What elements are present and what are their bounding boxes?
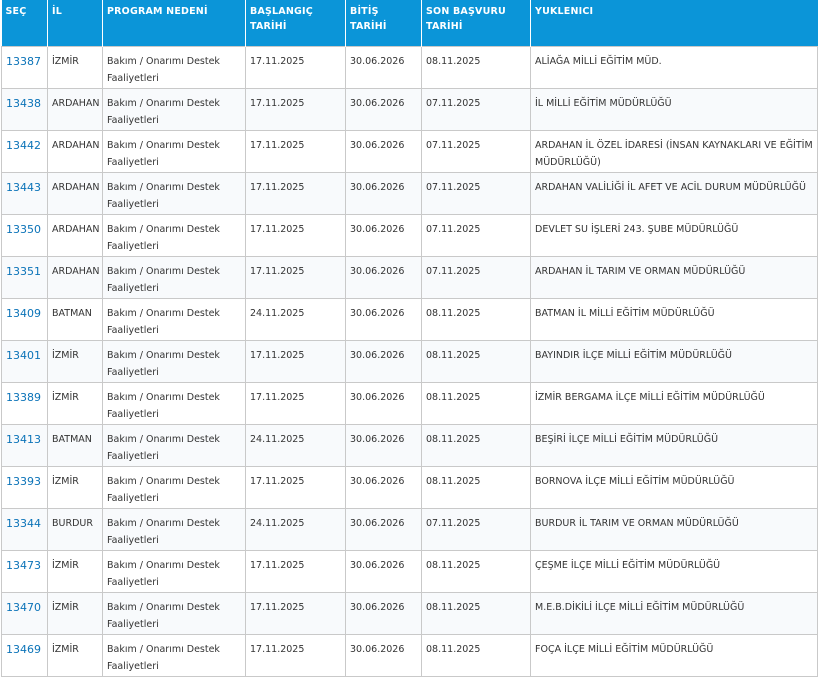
select-record-link[interactable]: 13344 <box>6 516 41 530</box>
cell-yuklenici: BURDUR İL TARIM VE ORMAN MÜDÜRLÜĞÜ <box>531 508 818 550</box>
select-record-link[interactable]: 13470 <box>6 600 41 614</box>
cell-baslangic-tarihi: 17.11.2025 <box>246 382 346 424</box>
cell-program-nedeni: Bakım / Onarımı Destek Faaliyetleri <box>103 592 246 634</box>
cell-son-basvuru-tarihi: 07.11.2025 <box>422 508 531 550</box>
cell-bitis-tarihi: 30.06.2026 <box>346 466 422 508</box>
cell-sec <box>2 634 48 676</box>
cell-baslangic-tarihi: 17.11.2025 <box>246 592 346 634</box>
cell-sec <box>2 424 48 466</box>
select-record-link[interactable]: 13469 <box>6 642 41 656</box>
cell-baslangic-tarihi: 17.11.2025 <box>246 466 346 508</box>
select-record-link[interactable]: 13389 <box>6 390 41 404</box>
select-record-link[interactable]: 13401 <box>6 348 41 362</box>
cell-bitis-tarihi: 30.06.2026 <box>346 634 422 676</box>
cell-program-nedeni: Bakım / Onarımı Destek Faaliyetleri <box>103 634 246 676</box>
cell-son-basvuru-tarihi: 07.11.2025 <box>422 88 531 130</box>
cell-yuklenici: İZMİR BERGAMA İLÇE MİLLİ EĞİTİM MÜDÜRLÜĞÜ <box>531 382 818 424</box>
cell-baslangic-tarihi: 17.11.2025 <box>246 46 346 88</box>
cell-program-nedeni: Bakım / Onarımı Destek Faaliyetleri <box>103 46 246 88</box>
cell-il: ARDAHAN <box>48 88 103 130</box>
cell-il: ARDAHAN <box>48 214 103 256</box>
cell-il: İZMİR <box>48 382 103 424</box>
cell-program-nedeni: Bakım / Onarımı Destek Faaliyetleri <box>103 424 246 466</box>
cell-program-nedeni: Bakım / Onarımı Destek Faaliyetleri <box>103 88 246 130</box>
cell-yuklenici: M.E.B.DİKİLİ İLÇE MİLLİ EĞİTİM MÜDÜRLÜĞÜ <box>531 592 818 634</box>
table-row <box>2 172 818 214</box>
cell-son-basvuru-tarihi: 07.11.2025 <box>422 214 531 256</box>
cell-il: İZMİR <box>48 340 103 382</box>
cell-bitis-tarihi: 30.06.2026 <box>346 424 422 466</box>
cell-sec <box>2 466 48 508</box>
column-header-baslangic-tarihi[interactable]: BAŞLANGIÇ TARİHİ <box>246 0 346 46</box>
cell-baslangic-tarihi: 24.11.2025 <box>246 298 346 340</box>
cell-program-nedeni: Bakım / Onarımı Destek Faaliyetleri <box>103 130 246 172</box>
cell-program-nedeni: Bakım / Onarımı Destek Faaliyetleri <box>103 466 246 508</box>
cell-son-basvuru-tarihi: 07.11.2025 <box>422 130 531 172</box>
table-row <box>2 634 818 676</box>
cell-il: BATMAN <box>48 424 103 466</box>
cell-sec <box>2 46 48 88</box>
table-row <box>2 466 818 508</box>
select-record-link[interactable]: 13350 <box>6 222 41 236</box>
cell-son-basvuru-tarihi: 08.11.2025 <box>422 634 531 676</box>
table-row <box>2 382 818 424</box>
cell-yuklenici: BORNOVA İLÇE MİLLİ EĞİTİM MÜDÜRLÜĞÜ <box>531 466 818 508</box>
cell-il: ARDAHAN <box>48 130 103 172</box>
column-header-bitis-tarihi[interactable]: BİTİŞ TARİHİ <box>346 0 422 46</box>
cell-baslangic-tarihi: 17.11.2025 <box>246 214 346 256</box>
table-row <box>2 550 818 592</box>
cell-bitis-tarihi: 30.06.2026 <box>346 130 422 172</box>
header-row <box>2 0 818 46</box>
select-record-link[interactable]: 13443 <box>6 180 41 194</box>
table-row <box>2 340 818 382</box>
cell-program-nedeni: Bakım / Onarımı Destek Faaliyetleri <box>103 256 246 298</box>
cell-sec <box>2 508 48 550</box>
cell-sec <box>2 592 48 634</box>
cell-bitis-tarihi: 30.06.2026 <box>346 592 422 634</box>
cell-program-nedeni: Bakım / Onarımı Destek Faaliyetleri <box>103 550 246 592</box>
cell-il: ARDAHAN <box>48 256 103 298</box>
cell-baslangic-tarihi: 17.11.2025 <box>246 130 346 172</box>
cell-yuklenici: ARDAHAN İL ÖZEL İDARESİ (İNSAN KAYNAKLARI VE EĞİTİM MÜDÜRLÜĞÜ) <box>531 130 818 172</box>
cell-baslangic-tarihi: 17.11.2025 <box>246 634 346 676</box>
cell-bitis-tarihi: 30.06.2026 <box>346 550 422 592</box>
select-record-link[interactable]: 13442 <box>6 138 41 152</box>
cell-son-basvuru-tarihi: 08.11.2025 <box>422 550 531 592</box>
cell-program-nedeni: Bakım / Onarımı Destek Faaliyetleri <box>103 172 246 214</box>
cell-program-nedeni: Bakım / Onarımı Destek Faaliyetleri <box>103 214 246 256</box>
cell-il: İZMİR <box>48 634 103 676</box>
cell-baslangic-tarihi: 24.11.2025 <box>246 424 346 466</box>
select-record-link[interactable]: 13387 <box>6 54 41 68</box>
cell-program-nedeni: Bakım / Onarımı Destek Faaliyetleri <box>103 382 246 424</box>
cell-il: ARDAHAN <box>48 172 103 214</box>
program-table <box>1 0 818 677</box>
cell-yuklenici: İL MİLLİ EĞİTİM MÜDÜRLÜĞÜ <box>531 88 818 130</box>
select-record-link[interactable]: 13473 <box>6 558 41 572</box>
cell-sec <box>2 130 48 172</box>
column-header-son-basvuru-tarihi[interactable]: SON BAŞVURU TARİHİ <box>422 0 531 46</box>
cell-son-basvuru-tarihi: 08.11.2025 <box>422 298 531 340</box>
cell-baslangic-tarihi: 17.11.2025 <box>246 172 346 214</box>
cell-son-basvuru-tarihi: 07.11.2025 <box>422 256 531 298</box>
cell-sec <box>2 88 48 130</box>
cell-il: İZMİR <box>48 550 103 592</box>
select-record-link[interactable]: 13438 <box>6 96 41 110</box>
table-header <box>2 0 818 46</box>
cell-il: BURDUR <box>48 508 103 550</box>
cell-son-basvuru-tarihi: 08.11.2025 <box>422 382 531 424</box>
table-row <box>2 88 818 130</box>
select-record-link[interactable]: 13409 <box>6 306 41 320</box>
cell-baslangic-tarihi: 17.11.2025 <box>246 256 346 298</box>
cell-sec <box>2 550 48 592</box>
cell-il: BATMAN <box>48 298 103 340</box>
cell-il: İZMİR <box>48 466 103 508</box>
cell-il: İZMİR <box>48 46 103 88</box>
cell-bitis-tarihi: 30.06.2026 <box>346 88 422 130</box>
table-row <box>2 592 818 634</box>
cell-son-basvuru-tarihi: 08.11.2025 <box>422 592 531 634</box>
cell-yuklenici: ARDAHAN İL TARIM VE ORMAN MÜDÜRLÜĞÜ <box>531 256 818 298</box>
cell-bitis-tarihi: 30.06.2026 <box>346 214 422 256</box>
cell-yuklenici: BATMAN İL MİLLİ EĞİTİM MÜDÜRLÜĞÜ <box>531 298 818 340</box>
table-row <box>2 256 818 298</box>
select-record-link[interactable]: 13393 <box>6 474 41 488</box>
select-record-link[interactable]: 13351 <box>6 264 41 278</box>
cell-sec <box>2 256 48 298</box>
cell-yuklenici: BEŞİRİ İLÇE MİLLİ EĞİTİM MÜDÜRLÜĞÜ <box>531 424 818 466</box>
cell-son-basvuru-tarihi: 08.11.2025 <box>422 424 531 466</box>
table-row <box>2 298 818 340</box>
cell-son-basvuru-tarihi: 07.11.2025 <box>422 172 531 214</box>
cell-bitis-tarihi: 30.06.2026 <box>346 256 422 298</box>
cell-sec <box>2 172 48 214</box>
cell-program-nedeni: Bakım / Onarımı Destek Faaliyetleri <box>103 340 246 382</box>
table-row <box>2 508 818 550</box>
cell-yuklenici: ALİAĞA MİLLİ EĞİTİM MÜD. <box>531 46 818 88</box>
cell-baslangic-tarihi: 24.11.2025 <box>246 508 346 550</box>
cell-baslangic-tarihi: 17.11.2025 <box>246 88 346 130</box>
column-header-program-nedeni[interactable]: PROGRAM NEDENİ <box>103 0 246 46</box>
cell-son-basvuru-tarihi: 08.11.2025 <box>422 46 531 88</box>
cell-il: İZMİR <box>48 592 103 634</box>
column-header-il[interactable]: İL <box>48 0 103 46</box>
cell-sec <box>2 214 48 256</box>
column-header-yuklenici[interactable]: YUKLENICI <box>531 0 818 46</box>
cell-sec <box>2 382 48 424</box>
table-row <box>2 46 818 88</box>
cell-sec <box>2 298 48 340</box>
table-row <box>2 130 818 172</box>
cell-program-nedeni: Bakım / Onarımı Destek Faaliyetleri <box>103 508 246 550</box>
cell-yuklenici: DEVLET SU İŞLERİ 243. ŞUBE MÜDÜRLÜĞÜ <box>531 214 818 256</box>
select-record-link[interactable]: 13413 <box>6 432 41 446</box>
cell-yuklenici: FOÇA İLÇE MİLLİ EĞİTİM MÜDÜRLÜĞÜ <box>531 634 818 676</box>
table-row <box>2 424 818 466</box>
column-header-sec[interactable]: SEÇ <box>2 0 48 46</box>
cell-bitis-tarihi: 30.06.2026 <box>346 172 422 214</box>
cell-bitis-tarihi: 30.06.2026 <box>346 46 422 88</box>
cell-yuklenici: ÇEŞME İLÇE MİLLİ EĞİTİM MÜDÜRLÜĞÜ <box>531 550 818 592</box>
cell-bitis-tarihi: 30.06.2026 <box>346 340 422 382</box>
cell-yuklenici: BAYINDIR İLÇE MİLLİ EĞİTİM MÜDÜRLÜĞÜ <box>531 340 818 382</box>
cell-bitis-tarihi: 30.06.2026 <box>346 298 422 340</box>
table-row <box>2 214 818 256</box>
table-body <box>2 46 818 676</box>
cell-baslangic-tarihi: 17.11.2025 <box>246 340 346 382</box>
cell-yuklenici: ARDAHAN VALİLİĞİ İL AFET VE ACİL DURUM MÜDÜRLÜĞÜ <box>531 172 818 214</box>
cell-bitis-tarihi: 30.06.2026 <box>346 508 422 550</box>
cell-son-basvuru-tarihi: 08.11.2025 <box>422 466 531 508</box>
cell-son-basvuru-tarihi: 08.11.2025 <box>422 340 531 382</box>
cell-sec <box>2 340 48 382</box>
cell-program-nedeni: Bakım / Onarımı Destek Faaliyetleri <box>103 298 246 340</box>
cell-baslangic-tarihi: 17.11.2025 <box>246 550 346 592</box>
cell-bitis-tarihi: 30.06.2026 <box>346 382 422 424</box>
